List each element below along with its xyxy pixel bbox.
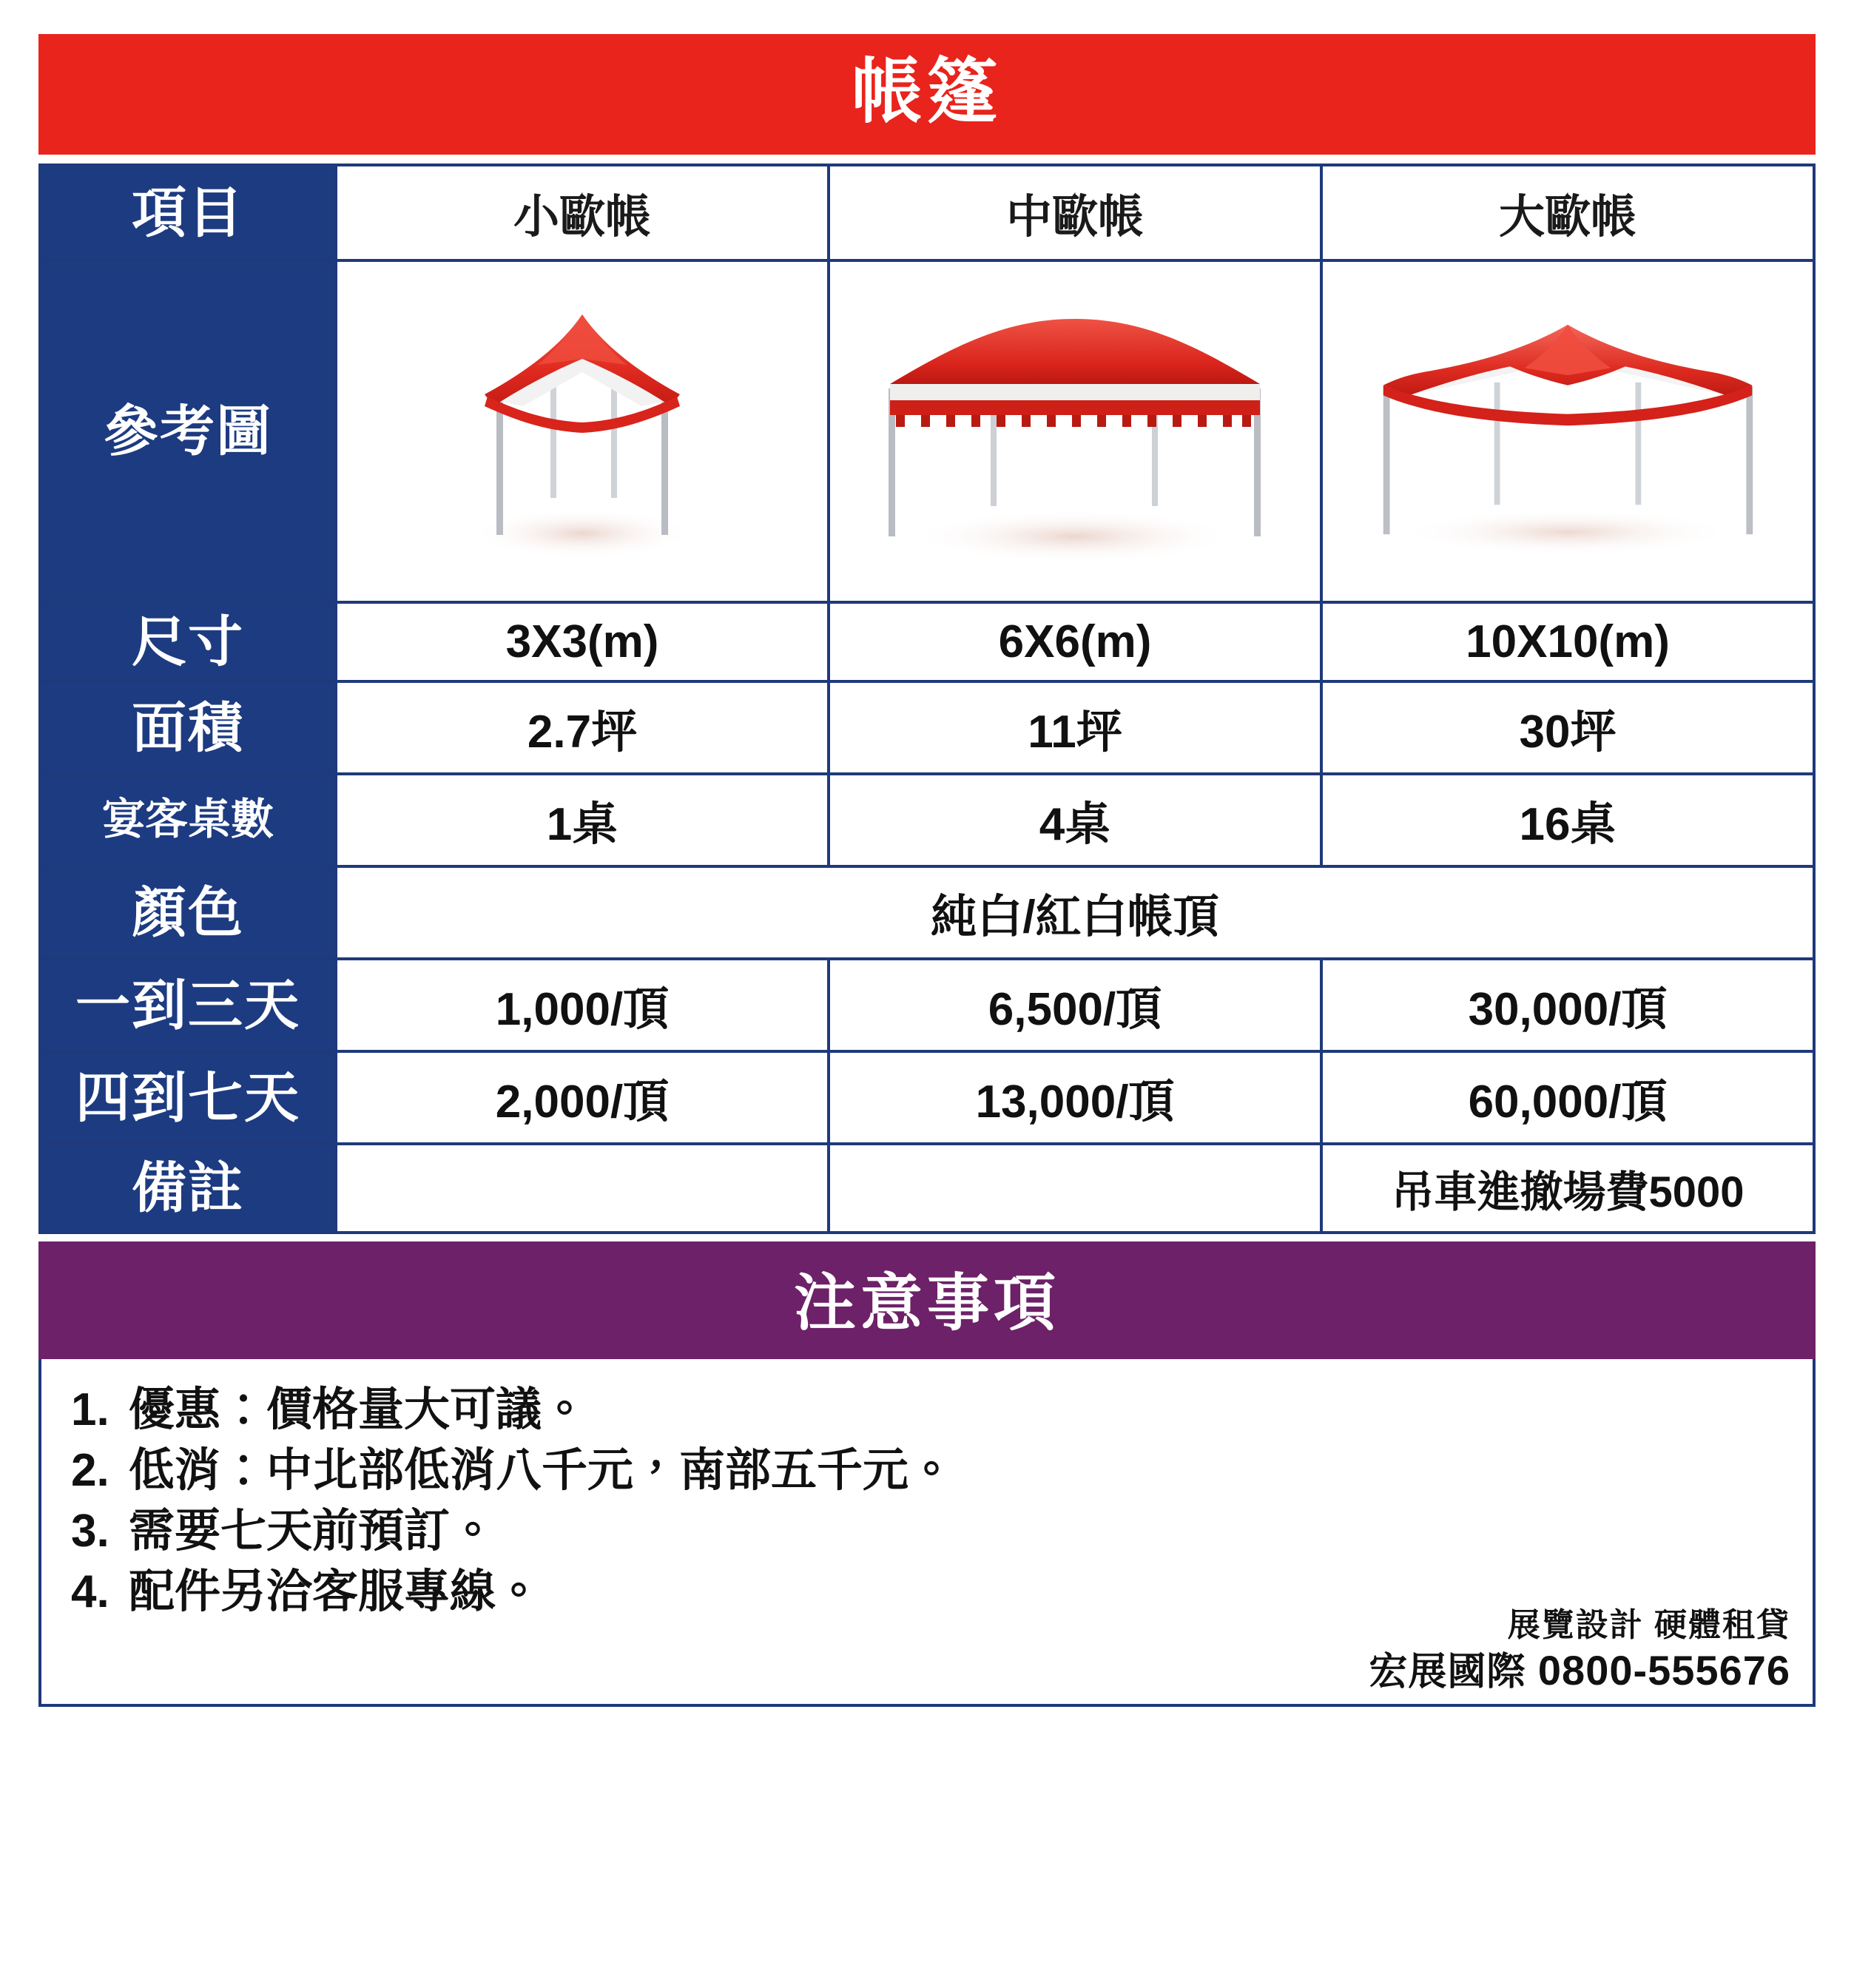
row-label-price-1to3days: 一到三天 bbox=[40, 959, 336, 1051]
row-label-item: 項目 bbox=[40, 165, 336, 260]
notice-text: 優惠：價格量大可議。 bbox=[129, 1384, 588, 1436]
tent-medium-icon bbox=[830, 269, 1320, 594]
table-row-price-1to3days bbox=[40, 959, 1814, 1051]
cell-size-medium: 6X6(m) bbox=[829, 602, 1321, 681]
cell-area-small: 2.7坪 bbox=[336, 681, 829, 774]
table-row-remarks bbox=[40, 1144, 1814, 1233]
cell-tables-medium: 4桌 bbox=[829, 774, 1321, 866]
row-label-area: 面積 bbox=[40, 681, 336, 774]
footer bbox=[1369, 1608, 1790, 1694]
notice-body bbox=[38, 1359, 1816, 1707]
footer-phone: 0800-555676 bbox=[1537, 1647, 1790, 1694]
cell-price-1to3-small: 1,000/頂 bbox=[336, 959, 829, 1051]
cell-color-all: 純白/紅白帳頂 bbox=[336, 866, 1814, 959]
column-header-small: 小歐帳 bbox=[336, 165, 829, 260]
row-label-banquet-tables: 宴客桌數 bbox=[40, 774, 336, 866]
cell-size-small: 3X3(m) bbox=[336, 602, 829, 681]
notice-list bbox=[71, 1380, 1783, 1622]
notice-number: 4. bbox=[71, 1566, 109, 1617]
footer-brand: 宏展國際 bbox=[1369, 1651, 1526, 1694]
cell-remarks-medium bbox=[829, 1144, 1321, 1233]
table-row-color bbox=[40, 866, 1814, 959]
table-header-row bbox=[40, 165, 1814, 260]
cell-reference-image-large bbox=[1321, 260, 1814, 602]
spec-table bbox=[38, 164, 1816, 1234]
cell-price-1to3-large: 30,000/頂 bbox=[1321, 959, 1814, 1051]
cell-price-4to7-medium: 13,000/頂 bbox=[829, 1051, 1321, 1144]
cell-price-4to7-small: 2,000/頂 bbox=[336, 1051, 829, 1144]
row-label-reference-image: 參考圖 bbox=[40, 260, 336, 602]
row-label-price-4to7days: 四到七天 bbox=[40, 1051, 336, 1144]
cell-reference-image-small bbox=[336, 260, 829, 602]
notice-number: 2. bbox=[71, 1445, 109, 1497]
list-item bbox=[71, 1501, 1783, 1562]
notice-banner-title: 注意事項 bbox=[38, 1241, 1816, 1359]
table-row-area bbox=[40, 681, 1814, 774]
notice-text: 配件另洽客服專線。 bbox=[129, 1566, 542, 1617]
cell-price-4to7-large: 60,000/頂 bbox=[1321, 1051, 1814, 1144]
cell-size-large: 10X10(m) bbox=[1321, 602, 1814, 681]
cell-area-medium: 11坪 bbox=[829, 681, 1321, 774]
cell-remarks-small bbox=[336, 1144, 829, 1233]
row-label-remarks: 備註 bbox=[40, 1144, 336, 1233]
column-header-medium: 中歐帳 bbox=[829, 165, 1321, 260]
table-row-size bbox=[40, 602, 1814, 681]
table-row-reference-image bbox=[40, 260, 1814, 602]
footer-contact bbox=[1369, 1648, 1790, 1694]
table-row-banquet-tables bbox=[40, 774, 1814, 866]
notice-text: 低消：中北部低消八千元，南部五千元。 bbox=[129, 1445, 955, 1497]
page-title: 帳篷 bbox=[38, 34, 1816, 155]
notice-text: 需要七天前預訂。 bbox=[129, 1505, 496, 1557]
row-label-size: 尺寸 bbox=[40, 602, 336, 681]
tent-large-icon bbox=[1323, 269, 1813, 594]
cell-area-large: 30坪 bbox=[1321, 681, 1814, 774]
row-label-color: 顏色 bbox=[40, 866, 336, 959]
column-header-large: 大歐帳 bbox=[1321, 165, 1814, 260]
cell-reference-image-medium bbox=[829, 260, 1321, 602]
table-row-price-4to7days bbox=[40, 1051, 1814, 1144]
cell-tables-large: 16桌 bbox=[1321, 774, 1814, 866]
notice-number: 1. bbox=[71, 1384, 109, 1436]
cell-remarks-large: 吊車進撤場費5000 bbox=[1321, 1144, 1814, 1233]
list-item bbox=[71, 1380, 1783, 1441]
cell-price-1to3-medium: 6,500/頂 bbox=[829, 959, 1321, 1051]
list-item bbox=[71, 1441, 1783, 1501]
footer-tagline: 展覽設計 硬體租貸 bbox=[1507, 1606, 1790, 1643]
tent-small-icon bbox=[337, 269, 827, 594]
notice-number: 3. bbox=[71, 1505, 109, 1557]
cell-tables-small: 1桌 bbox=[336, 774, 829, 866]
